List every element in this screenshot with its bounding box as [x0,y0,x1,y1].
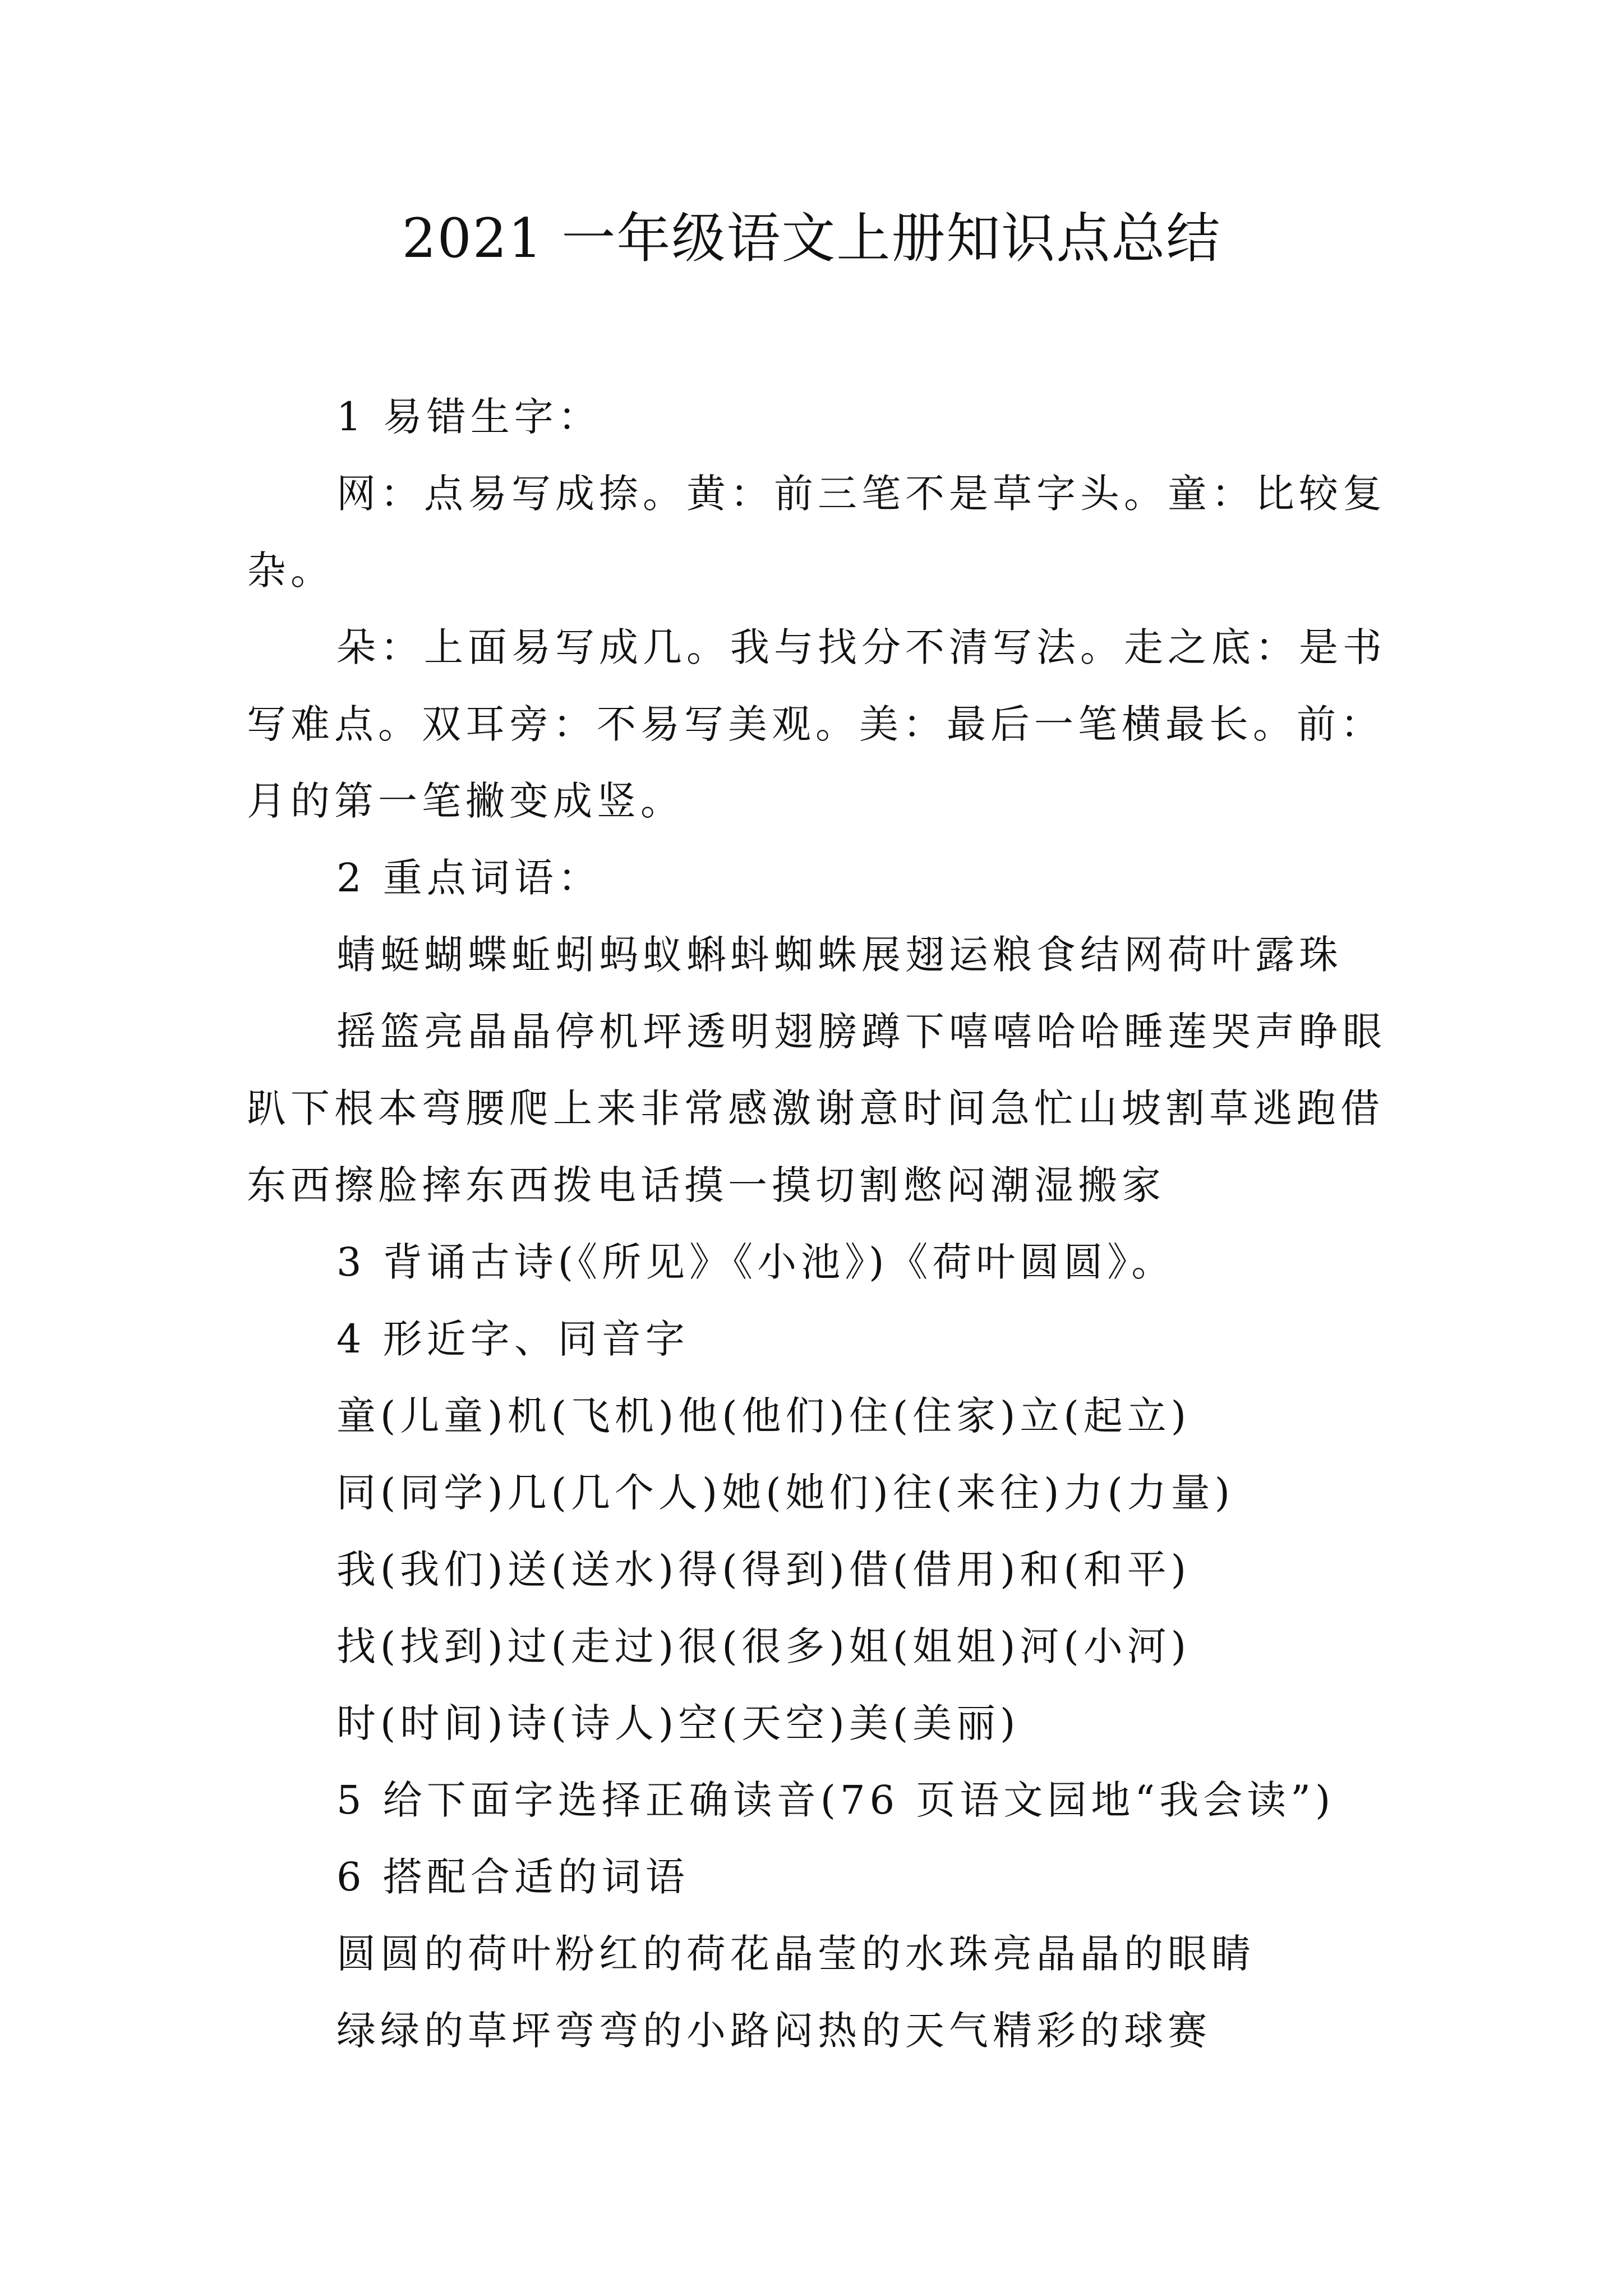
phrase-line: 圆圆的荷叶粉红的荷花晶莹的水珠亮晶晶的眼睛 [336,1931,1255,1977]
section-heading-6: 6 搭配合适的词语 [336,1854,689,1900]
char-pair-line: 找(找到)过(走过)很(很多)姐(姐姐)河(小河) [336,1623,1191,1669]
section-heading-4: 4 形近字、同音字 [336,1316,689,1362]
phrase-line: 绿绿的草坪弯弯的小路闷热的天气精彩的球赛 [336,2008,1211,2054]
char-pair-line: 我(我们)送(送水)得(得到)借(借用)和(和平) [336,1547,1191,1593]
word-list: 摇篮亮晶晶停机坪透明翅膀蹲下嘻嘻哈哈睡莲哭声睁眼趴下根本弯腰爬上来非常感激谢意时间急忙山坡割草逃跑借东西擦脸摔东西拨电话摸一摸切割憋闷潮湿搬家 [247,1009,1386,1208]
document-title: 2021 一年级语文上册知识点总结 [402,207,1221,270]
section-heading-2: 2 重点词语： [336,855,602,901]
word-list: 蜻蜓蝴蝶蚯蚓蚂蚁蝌蚪蜘蛛展翅运粮食结网荷叶露珠 [336,932,1343,978]
char-pair-line: 童(儿童)机(飞机)他(他们)住(住家)立(起立) [336,1393,1191,1439]
section-heading-3: 3 背诵古诗(《所见》《小池》)《荷叶圆圆》。 [336,1239,1175,1285]
document-body [247,379,1396,2069]
paragraph: 朵：上面易写成几。我与找分不清写法。走之底：是书写难点。双耳旁：不易写美观。美：最后一笔横最长。前：月的第一笔撇变成竖。 [247,624,1386,824]
section-heading-5: 5 给下面字选择正确读音(76 页语文园地“我会读”) [336,1777,1335,1823]
section-heading-1: 1 易错生字： [336,394,602,440]
paragraph: 网：点易写成捺。黄：前三笔不是草字头。童：比较复杂。 [247,471,1386,593]
char-pair-line: 时(时间)诗(诗人)空(天空)美(美丽) [336,1700,1020,1746]
char-pair-line: 同(同学)几(几个人)她(她们)往(来往)力(力量) [336,1470,1235,1516]
